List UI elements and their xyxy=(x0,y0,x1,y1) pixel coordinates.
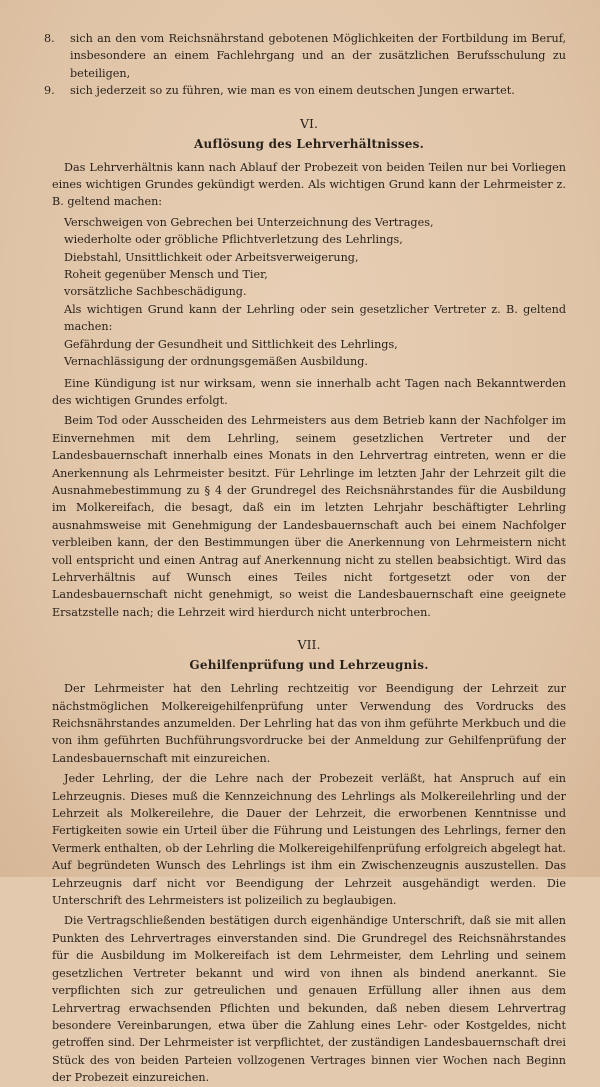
list-item xyxy=(44,30,566,82)
ground-item: Vernachlässigung der ordnungsgemäßen Ausbildung. xyxy=(64,355,368,369)
paragraph: Jeder Lehrling, der die Lehre nach der Probezeit verläßt, hat Anspruch auf ein Lehrzeugnis. Dieses muß die Kennzeichnung des Lehrlings als Molkereilehrling und der Lehrzeit als Molkereilehre, die Dauer der Lehrzeit, die erworbenen Kenntnisse und Fertigkeiten sowie ein Urteil über die Führung und Leistungen des Lehrlings, ferner den Vermerk enthalten, ob der Lehrling die Molkereigehilfenprüfung erfolgreich abgelegt hat. Auf begründeten Wunsch des Lehrlings ist ihm ein Zwischenzeugnis auszustellen. Das Lehrzeugnis darf nicht vor Beendigung der Lehrzeit ausgehändigt werden. Die Unterschrift des Lehrmeisters ist polizeilich zu beglaubigen. xyxy=(52,772,566,908)
paragraph: Das Lehrverhältnis kann nach Ablauf der Probezeit von beiden Teilen nur bei Vorliegen eines wichtigen Grundes gekündigt werden. Als wichtigen Grund kann der Lehrmeister z. B. geltend machen: xyxy=(52,160,566,209)
ground-item: Roheit gegenüber Mensch und Tier, xyxy=(64,268,268,282)
paragraph: Eine Kündigung ist nur wirksam, wenn sie innerhalb acht Tagen nach Bekanntwerden des wichtigen Grundes erfolgt. xyxy=(52,376,566,407)
list-number: 8. xyxy=(44,32,55,45)
ground-item: vorsätzliche Sachbeschädigung. xyxy=(64,285,247,299)
ground-item: Gefährdung der Gesundheit und Sittlichkeit des Lehrlings, xyxy=(64,337,398,351)
paragraph: Als wichtigen Grund kann der Lehrling oder sein gesetzlicher Vertreter z. B. geltend machen: xyxy=(64,302,566,334)
paragraph: Der Lehrmeister hat den Lehrling rechtzeitig vor Beendigung der Lehrzeit zur nächstmöglichen Molkereigehilfenprüfung unter Verwendung des Vordrucks des Reichsnährstandes anzumelden. Der Lehrling hat das von ihm geführte Merkbuch und die von ihm geführten Buchführungsvordrucke bei der Anmeldung zur Gehilfenprüfung der Landesbauernschaft mit einzureichen. xyxy=(52,682,566,765)
list-text: sich an den vom Reichsnährstand gebotenen Möglichkeiten der Fortbildung im Beruf, insbesondere an einem Fachlehrgang und an der zusätzlichen Berufsschulung zu beteiligen, xyxy=(70,32,566,80)
ground-item: wiederholte oder gröbliche Pflichtverletzung des Lehrlings, xyxy=(64,233,403,247)
paragraph: Die Vertragschließenden bestätigen durch eigenhändige Unterschrift, daß sie mit allen Punkten des Lehrvertrages einverstanden sind. Die Grundregel des Reichsnährstandes für die Ausbildung im Molkereifach ist dem Lehrmeister, dem Lehrling und seinem gesetzlichen Vertreter bekannt und wird von ihnen als bindend anerkannt. Sie verpflichten sich zur getreulichen und genauen Erfüllung aller ihnen aus dem Lehrvertrag erwachsenden Pflichten und bekunden, daß neben diesem Lehrvertrag besondere Vereinbarungen, etwa über die Zahlung eines Lehr- oder Kostgeldes, nicht getroffen sind. Der Lehrmeister ist verpflichtet, der zuständigen Landesbauernschaft drei Stück des von beiden Parteien vollzogenen Vertrages binnen vier Wochen nach Beginn der Probezeit einzureichen. xyxy=(52,914,566,1085)
paragraph: Beim Tod oder Ausscheiden des Lehrmeisters aus dem Betrieb kann der Nachfolger im Einvernehmen mit dem Lehrling, seinem gesetzlichen Vertreter und der Landesbauernschaft innerhalb eines Monats in den Lehrvertrag eintreten, wenn er die Anerkennung als Lehrmeister besitzt. Für Lehrlinge im letzten Jahr der Lehrzeit gilt die Ausnahmebestimmung zu § 4 der Grundregel des Reichsnährstandes für die Ausbildung im Molkereifach, die besagt, daß ein im letzten Lehrjahr beschäftigter Lehrling ausnahmsweise mit Genehmigung der Landesbauernschaft auch bei einem Nachfolger verbleiben kann, der den Bestimmungen über die Anerkennung von Lehrmeistern nicht voll entspricht und einen Antrag auf Anerkennung nicht zu stellen beabsichtigt. Wird das Lehrverhältnis auf Wunsch eines Teiles nicht fortgesetzt oder von der Landesbauernschaft nicht genehmigt, so weist die Landesbauernschaft eine geeignete Ersatzstelle nach; die Lehrzeit wird hierdurch nicht unterbrochen. xyxy=(52,414,566,619)
list-item xyxy=(44,82,566,99)
section-number: VI. xyxy=(300,115,318,131)
section-number: VII. xyxy=(297,637,321,653)
section-title: Auflösung des Lehrverhältnisses. xyxy=(194,136,424,151)
ground-item: Verschweigen von Gebrechen bei Unterzeichnung des Vertrages, xyxy=(64,215,434,229)
ground-item: Diebstahl, Unsittlichkeit oder Arbeitsverweigerung, xyxy=(64,250,359,264)
section-title: Gehilfenprüfung und Lehrzeugnis. xyxy=(189,658,429,673)
list-number: 9. xyxy=(44,84,55,98)
list-text: sich jederzeit so zu führen, wie man es von einem deutschen Jungen erwartet. xyxy=(70,84,515,98)
